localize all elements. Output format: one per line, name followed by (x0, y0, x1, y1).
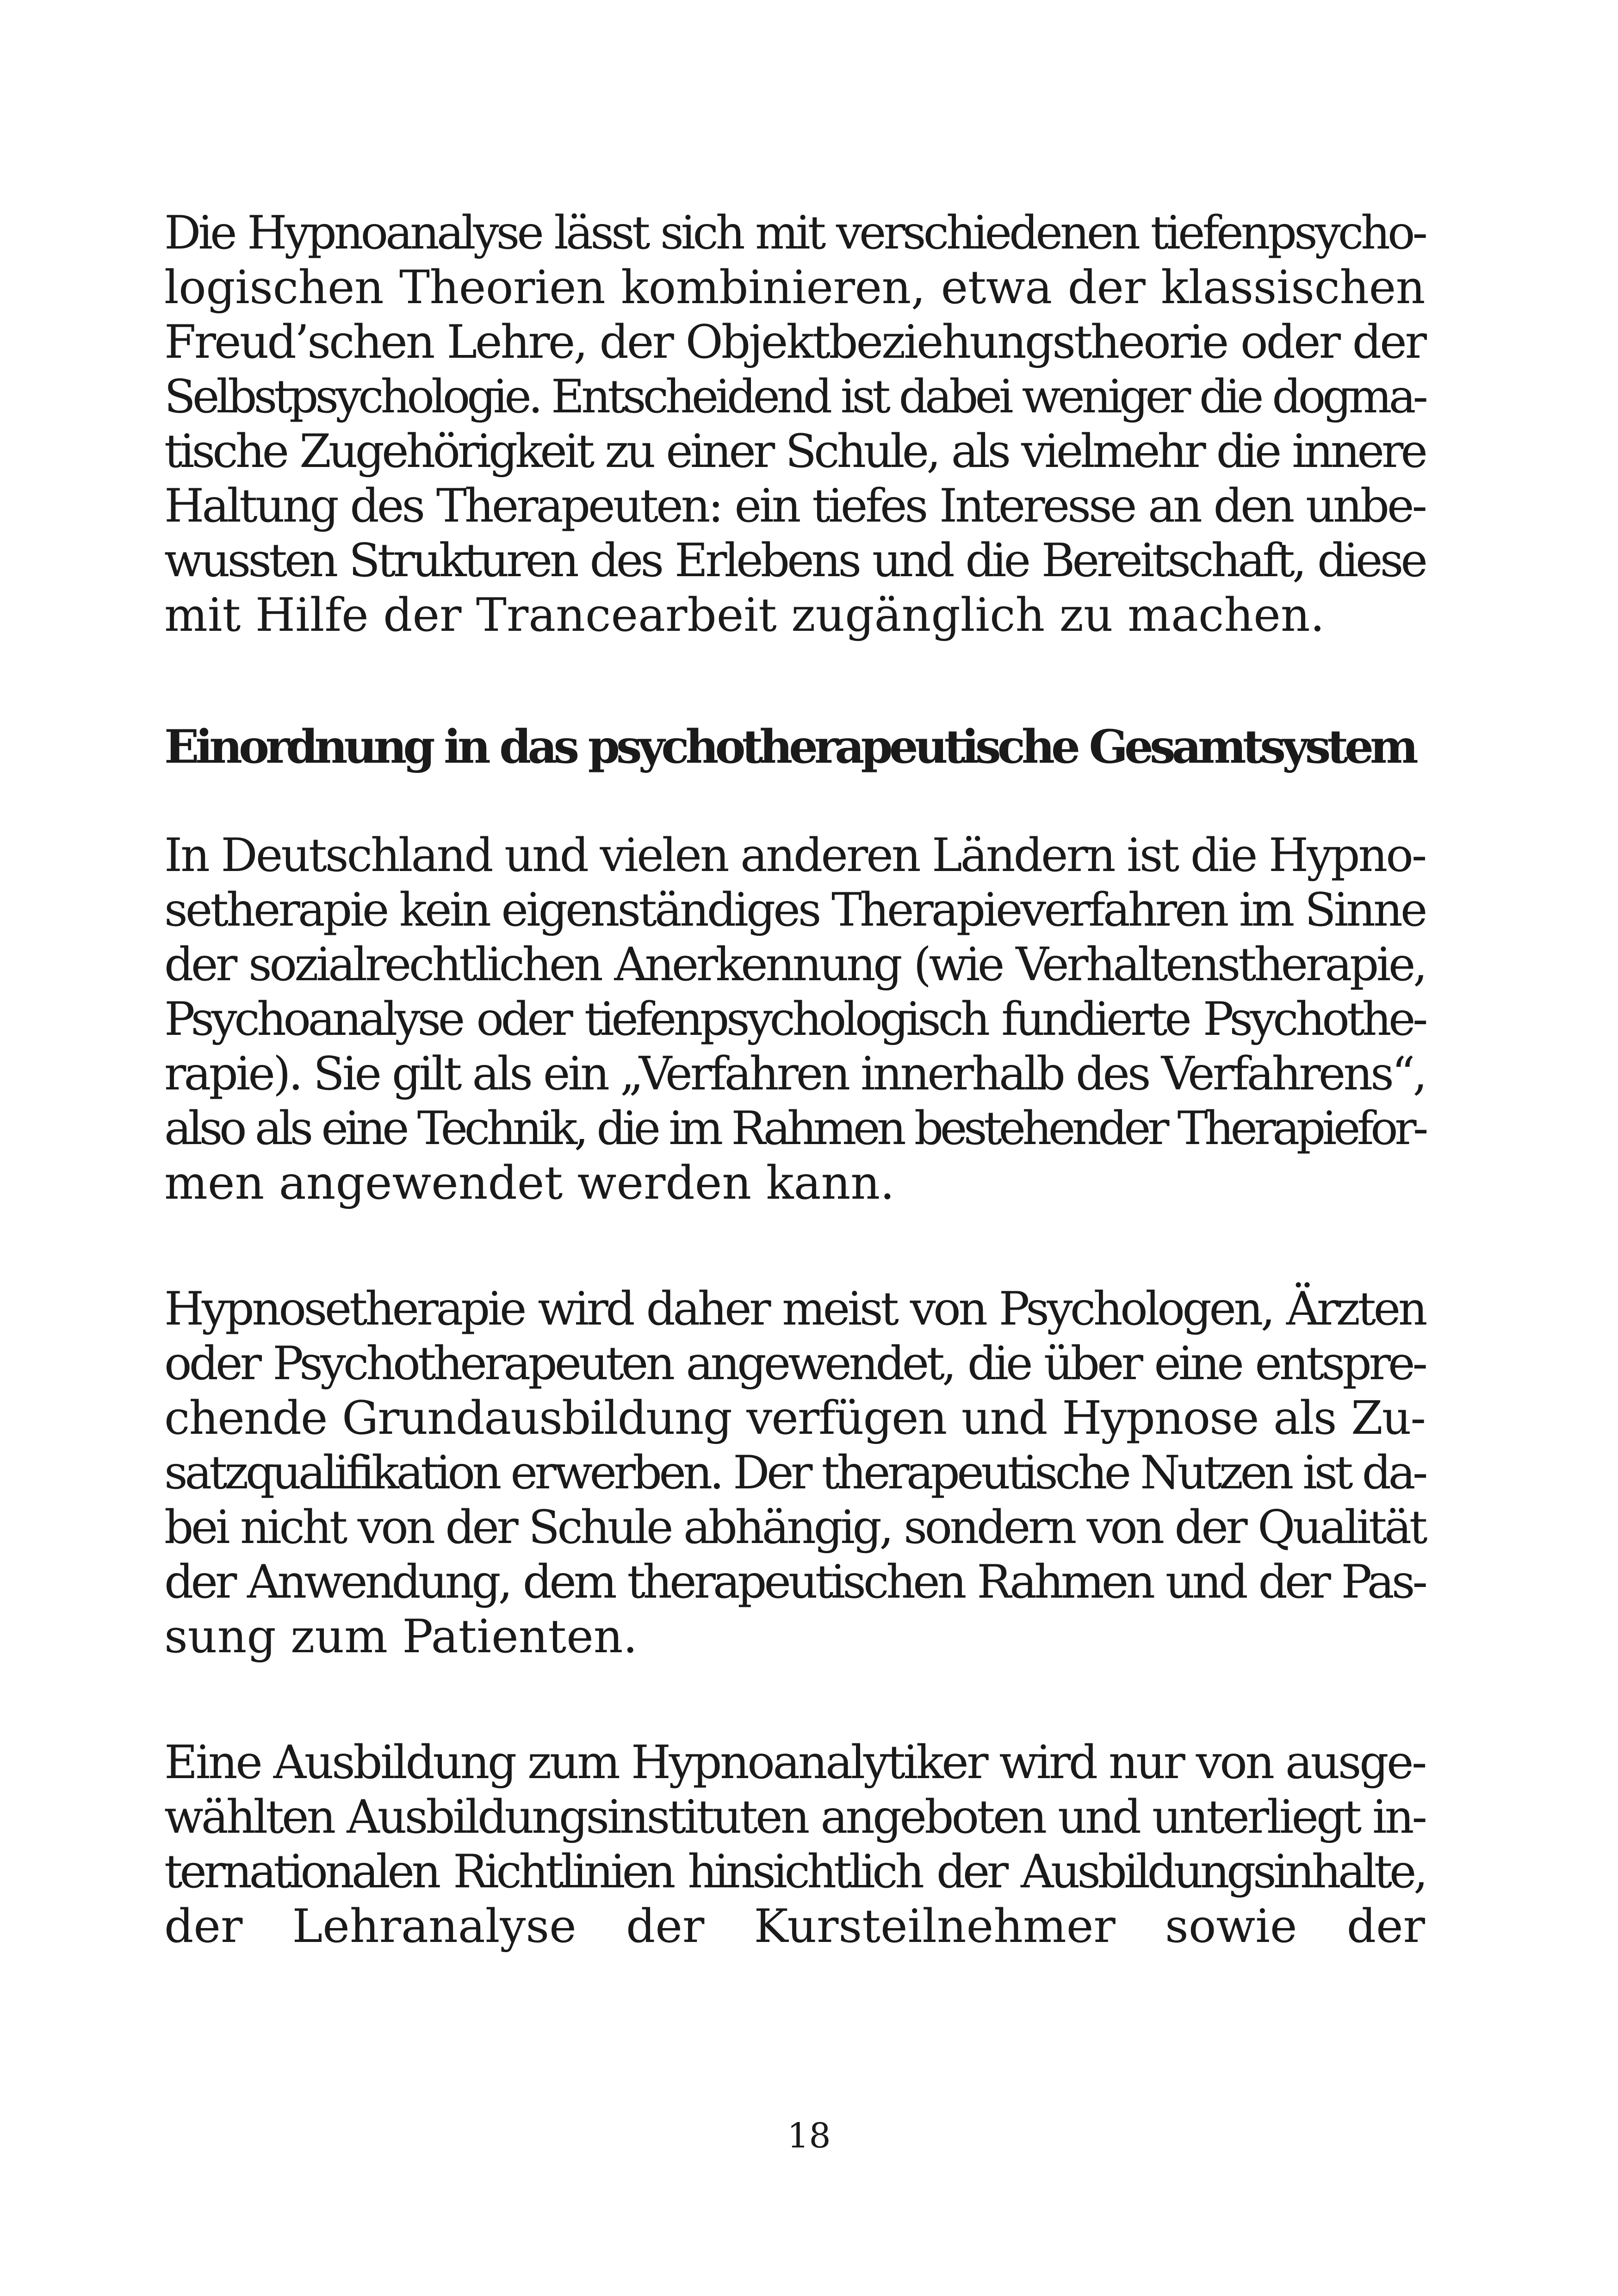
text-line: der Anwendung, dem therapeutischen Rahmen und der Pas- (164, 1556, 1425, 1609)
text-line: rapie). Sie gilt als ein „Verfahren innerhalb des Verfahrens“, (164, 1047, 1425, 1101)
text-line: men angewendet werden kann. (164, 1157, 895, 1210)
text-line: ternationalen Richtlinien hinsichtlich der Ausbildungsinhalte, (164, 1845, 1425, 1898)
text-line: der Lehranalyse der Kursteilnehmer sowie der (164, 1900, 1425, 1953)
text-line: also als eine Technik, die im Rahmen bestehender Therapiefor- (164, 1102, 1425, 1155)
text-line: In Deutschland und vielen anderen Ländern ist die Hypno- (164, 829, 1426, 882)
heading-text: Einordnung in das psychotherapeutische Gesamtsystem (164, 720, 1415, 774)
paragraph-ausbildung-hypnoanalytiker (164, 1736, 1425, 1954)
text-line: Hypnosetherapie wird daher meist von Psychologen, Ärzten (164, 1282, 1425, 1336)
text-line: oder Psychotherapeuten angewendet, die über eine entspre- (164, 1337, 1425, 1390)
text-line: bei nicht von der Schule abhängig, sondern von der Qualität (164, 1501, 1425, 1554)
paragraph-hypnoanalyse-theorien (164, 206, 1425, 643)
text-line: chende Grundausbildung verfügen und Hypnose als Zu- (164, 1392, 1425, 1445)
text-line: setherapie kein eigenständiges Therapieverfahren im Sinne (164, 884, 1426, 937)
text-line: mit Hilfe der Trancearbeit zugänglich zu machen. (164, 589, 1325, 642)
text-line: Freud’schen Lehre, der Objektbeziehungstheorie oder der (164, 316, 1425, 369)
section-heading (164, 720, 1425, 774)
page-number: 18 (787, 2116, 831, 2156)
text-line: tische Zugehörigkeit zu einer Schule, als vielmehr die innere (164, 425, 1425, 478)
text-line: Selbstpsychologie. Entscheidend ist dabei weniger die dogma- (164, 370, 1425, 423)
text-line: satzqualifikation erwerben. Der therapeutische Nutzen ist da- (164, 1446, 1425, 1500)
text-line: Die Hypnoanalyse lässt sich mit verschiedenen tiefenpsycho- (164, 206, 1425, 260)
text-line: Haltung des Therapeuten: ein tiefes Interesse an den unbe- (164, 479, 1425, 533)
paragraph-hypnosetherapie-anwendung (164, 1282, 1425, 1664)
text-line: Eine Ausbildung zum Hypnoanalytiker wird nur von ausge- (164, 1736, 1425, 1789)
text-line: Psychoanalyse oder tiefenpsychologisch fundierte Psychothe- (164, 993, 1425, 1046)
text-line: wählten Ausbildungsinstituten angeboten und unterliegt in- (164, 1791, 1425, 1844)
paragraph-deutschland-anerkennung (164, 828, 1425, 1211)
text-line: sung zum Patienten. (164, 1610, 638, 1663)
text-line: logischen Theorien kombinieren, etwa der klassischen (164, 261, 1425, 314)
text-line: der sozialrechtlichen Anerkennung (wie Verhaltenstherapie, (164, 938, 1425, 991)
text-line: wussten Strukturen des Erlebens und die Bereitschaft, diese (164, 534, 1425, 587)
